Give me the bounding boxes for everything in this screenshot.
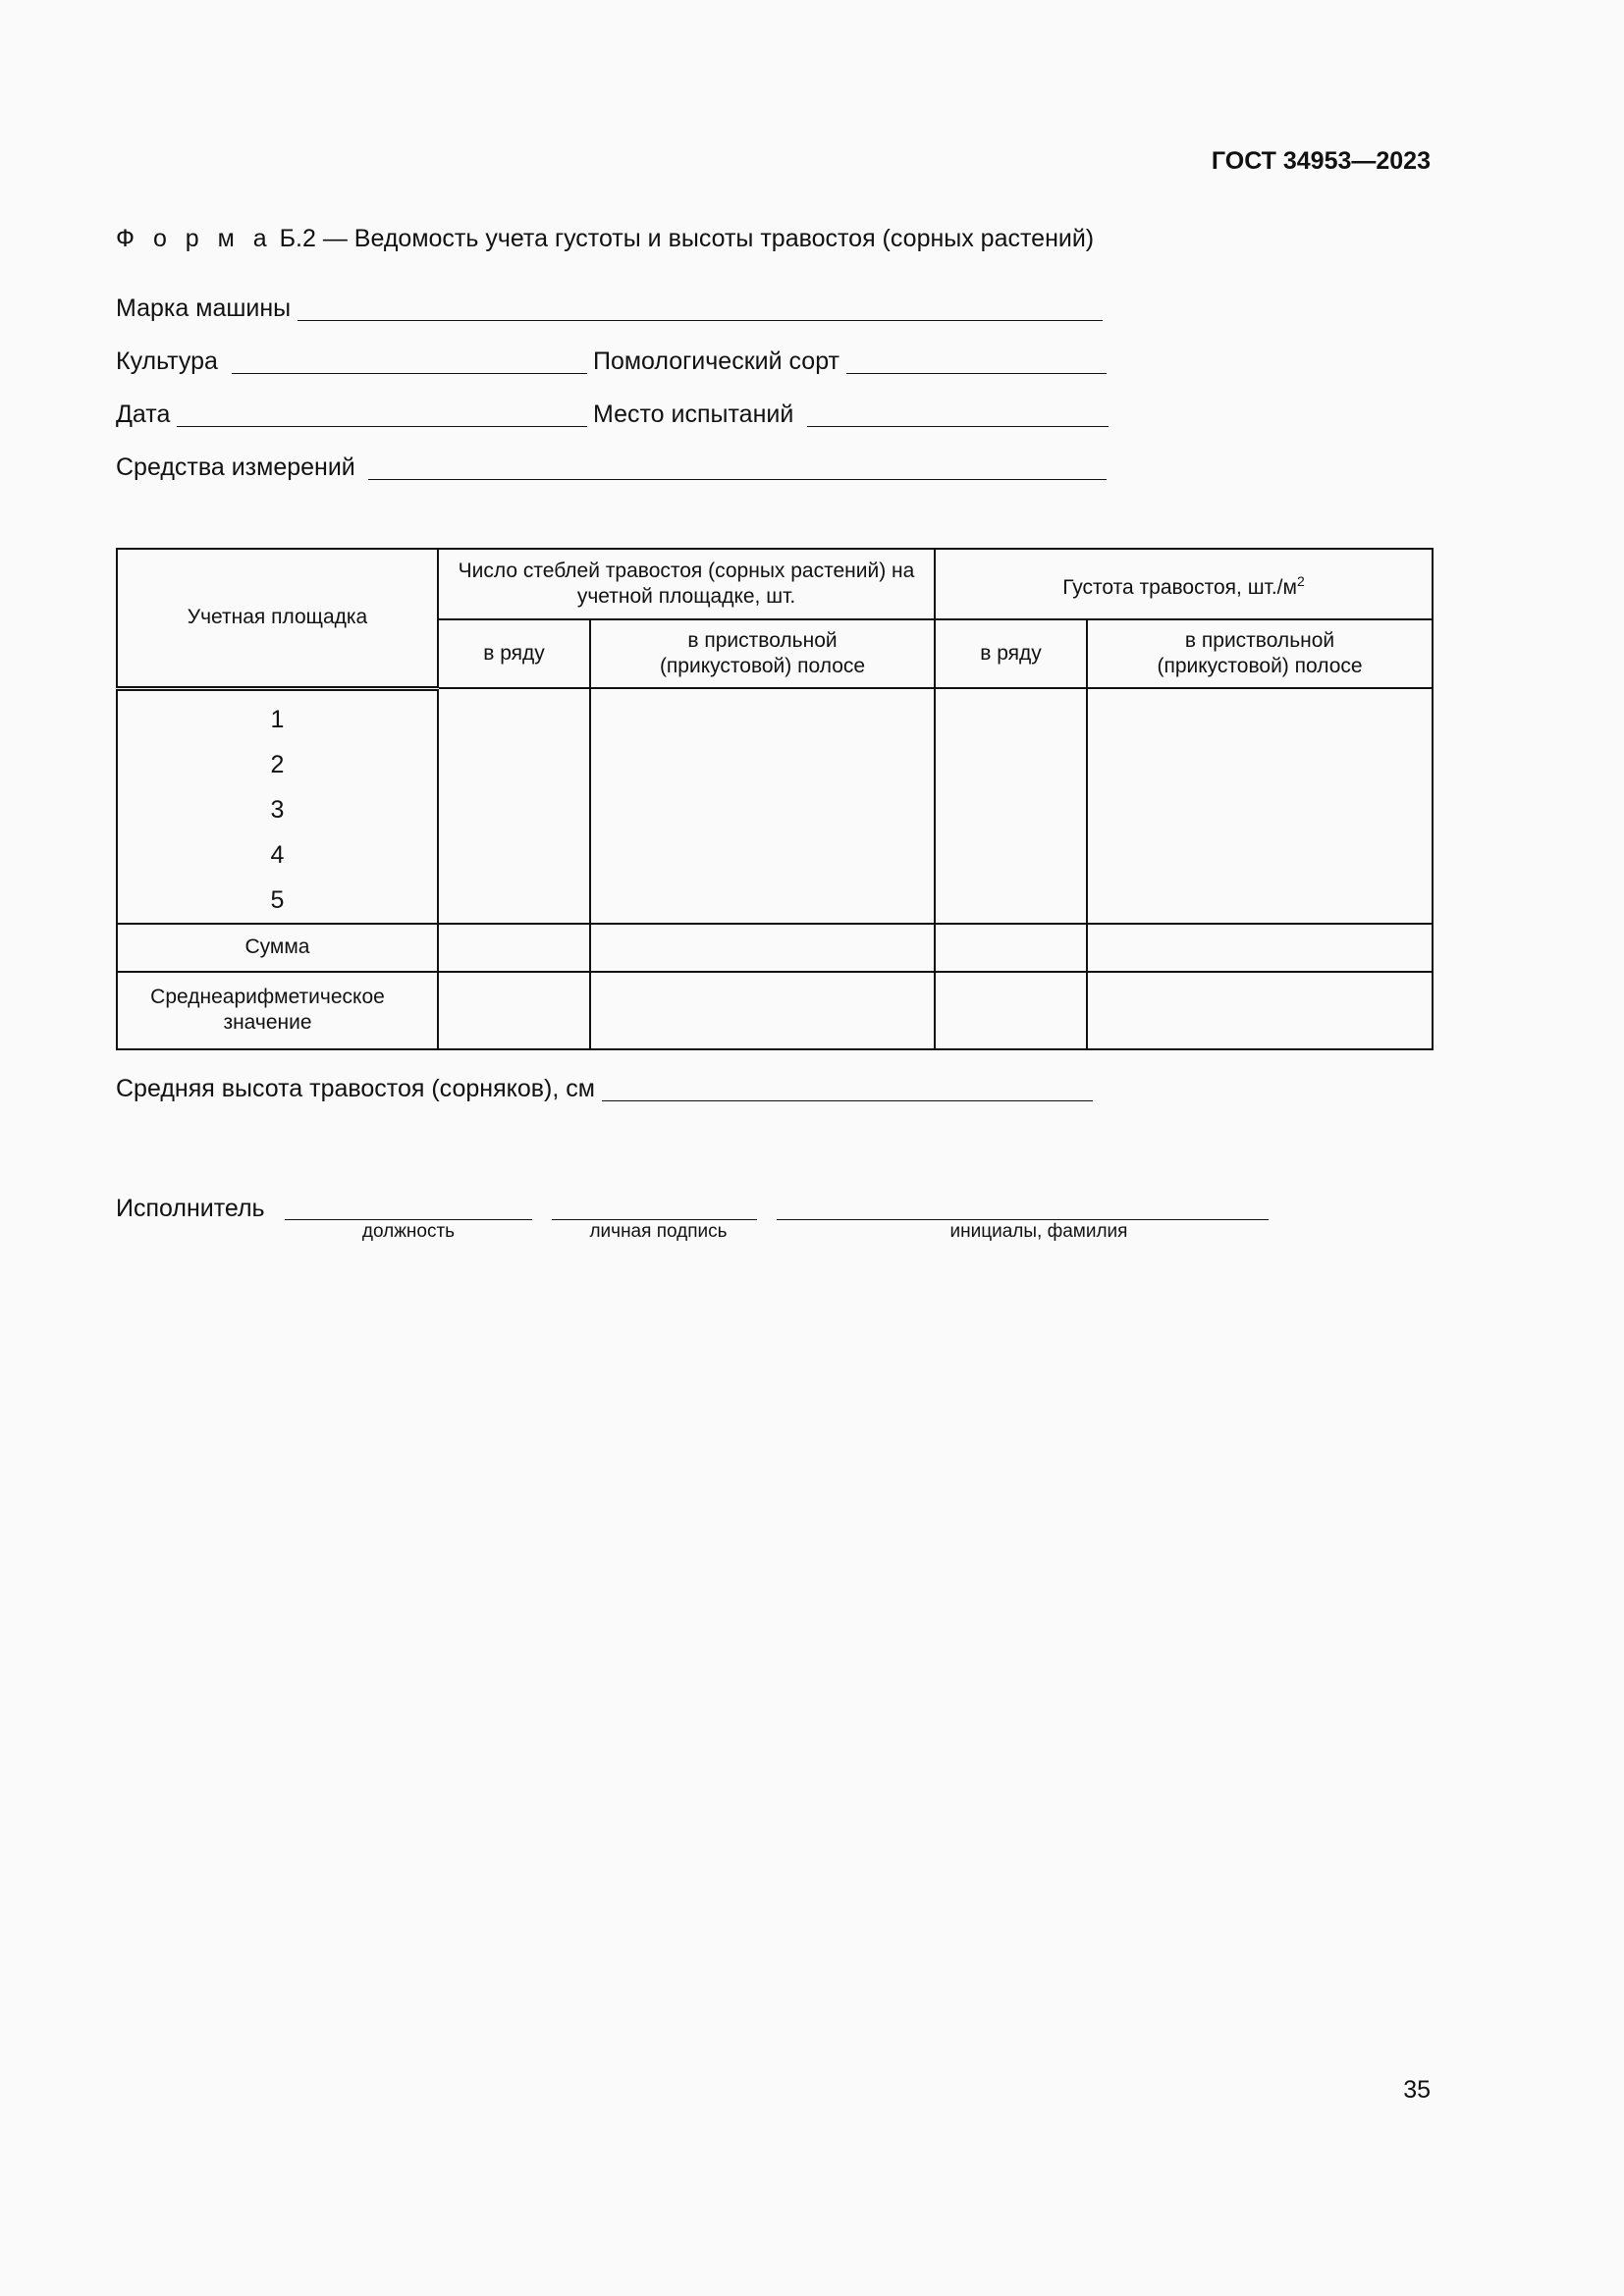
culture-line[interactable] — [232, 373, 587, 374]
avg-height-line[interactable] — [602, 1100, 1093, 1101]
test-site-line[interactable] — [807, 426, 1109, 427]
mean-stems-in-row[interactable] — [438, 972, 590, 1049]
pomological-variety-line[interactable] — [846, 373, 1107, 374]
caption-signature: личная подпись — [589, 1221, 728, 1242]
cell-density-near-trunk[interactable] — [1087, 688, 1433, 924]
sum-density-in-row[interactable] — [935, 924, 1087, 972]
header-stems-in-row: в ряду — [438, 619, 590, 688]
header-stems-count: Число стеблей травостоя (сорных растений) на учетной площадке, шт. — [438, 549, 935, 619]
row-number-2: 2 — [270, 750, 285, 778]
machine-brand-line[interactable] — [298, 320, 1103, 321]
header-stems-near-trunk: в приствольной (прикустовой) полосе — [590, 619, 935, 688]
executor-name-line[interactable] — [777, 1219, 1269, 1220]
label-date: Дата — [116, 400, 171, 428]
cell-stems-near-trunk[interactable] — [590, 688, 935, 924]
caption-name: инициалы, фамилия — [949, 1221, 1128, 1242]
mean-stems-near-trunk[interactable] — [590, 972, 935, 1049]
header-area: Учетная площадка — [117, 549, 438, 688]
cell-stems-in-row[interactable] — [438, 688, 590, 924]
caption-position: должность — [361, 1221, 456, 1242]
row-number-4: 4 — [270, 840, 285, 869]
date-line[interactable] — [177, 426, 587, 427]
standard-number: ГОСТ 34953—2023 — [1211, 147, 1431, 175]
row-number-1: 1 — [270, 705, 285, 733]
executor-position-line[interactable] — [285, 1219, 532, 1220]
executor-signature-line[interactable] — [552, 1219, 757, 1220]
row-sum-label: Сумма — [117, 924, 438, 972]
label-pomological-variety: Помологический сорт — [593, 347, 840, 375]
sum-stems-in-row[interactable] — [438, 924, 590, 972]
label-avg-height: Средняя высота травостоя (сорняков), см — [116, 1075, 595, 1102]
header-density-near-trunk: в приствольной (прикустовой) полосе — [1087, 619, 1433, 688]
mean-density-near-trunk[interactable] — [1087, 972, 1433, 1049]
label-measuring-instruments: Средства измерений — [116, 454, 355, 481]
header-density — [935, 549, 1433, 619]
row-number-3: 3 — [270, 795, 285, 824]
label-executor: Исполнитель — [116, 1195, 265, 1222]
label-test-site: Место испытаний — [593, 400, 794, 428]
sum-stems-near-trunk[interactable] — [590, 924, 935, 972]
row-numbers-cell — [117, 688, 438, 924]
label-machine-brand: Марка машины — [116, 294, 292, 322]
sum-density-near-trunk[interactable] — [1087, 924, 1433, 972]
mean-density-in-row[interactable] — [935, 972, 1087, 1049]
measuring-instruments-line[interactable] — [368, 479, 1107, 480]
header-density-text: Густота травостоя, шт./м — [1062, 575, 1297, 599]
form-title-prefix: Ф о р м а — [116, 225, 273, 252]
row-number-5: 5 — [270, 885, 285, 914]
form-title-text: Б.2 — Ведомость учета густоты и высоты травостоя (сорных растений) — [272, 225, 1095, 252]
record-table — [116, 548, 1434, 1050]
form-title — [116, 225, 1094, 253]
label-culture: Культура — [116, 347, 218, 375]
header-density-in-row: в ряду — [935, 619, 1087, 688]
page-number: 35 — [1403, 2076, 1431, 2104]
cell-density-in-row[interactable] — [935, 688, 1087, 924]
header-density-sup: 2 — [1296, 572, 1305, 589]
row-mean-label: Среднеарифметическое значение — [117, 972, 438, 1049]
